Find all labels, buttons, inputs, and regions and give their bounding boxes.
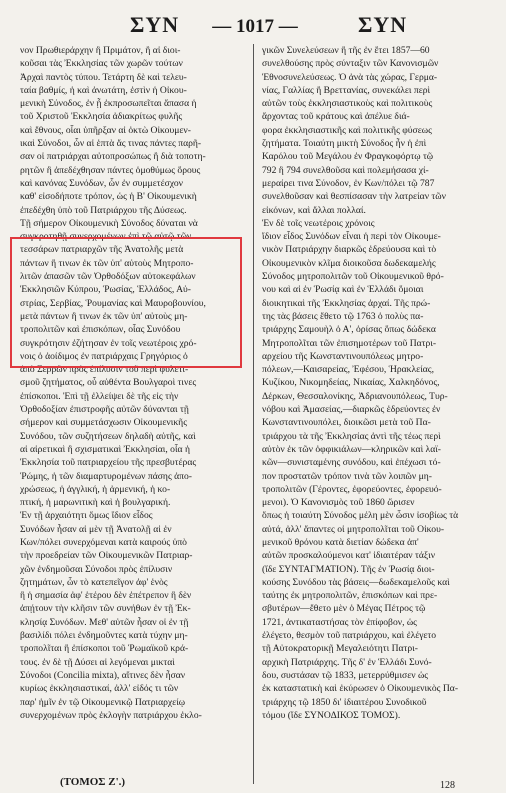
text-line: ἐλέγετο, θεσμὸν τοῦ πατριάρχου, καὶ ἐλέγετο [262,630,437,642]
text-line: βασιλίδι πόλει ἐνδημοῦντες κατὰ τύχην μη- [20,630,188,642]
text-line: Ῥώμης, ἡ τῶν διαμαρτυρομένων πάσης ἀπο- [20,470,192,482]
text-line: ἐπεδέχθη ὑπὸ τοῦ Πατριάρχου τῆς Δύσεως. [20,204,187,216]
text-line: σαν οἱ πατριάρχαι αὐτοπροσώπως ἢ διὰ τοποτη- [20,151,206,163]
text-line: Κυζίκου, Νικομηδείας, Νικαίας, Χαλκηδόνος, [262,377,440,389]
text-line: τροπολιτῶν καὶ ἐπισκόπων, οἷας Συνόδου [20,324,181,336]
text-line: μετὰ πάντων ἢ τινων ἐκ τῶν ὑπ' αὐτοὺς μη- [20,310,188,322]
signature-mark: 128 [440,780,455,791]
header-right-title: ΣΥΝ [358,12,408,37]
text-line: Οἰκουμενικὸν κλῖμα διοικοῦσα δωδεκαμελής [262,257,436,269]
text-line: ἀπὸ Σερρῶν πρὸς ἐπίλυσιν τοῦ περὶ φυλετι- [20,364,189,376]
text-line: χῶν ἐνδημοῦσαι Σύνοδοι πρὸς ἐπίλυσιν [20,563,173,575]
text-line: στρίας, Σερβίας, Ῥουμανίας καὶ Μαυροβουνίου, [20,297,206,309]
text-line: τροπολιτῶν (Γέροντες, ἐφορεύοντες, ἐφορευό- [262,483,442,495]
text-line: αὐτὸν ἐκ τῶν ὀφφικιάλων—κληρικῶν καὶ λαϊ- [262,443,442,455]
text-line: ζητημάτων, ὧν τὸ κατεπεῖγον ἀφ' ἑνὸς [20,576,168,588]
text-line: ἴδιον εἶδος Συνόδων εἶναι ἡ περὶ τὸν Οἰκουμε- [262,231,441,243]
text-line: τεσσάρων πατριαρχῶν τῆς Ἀνατολῆς μετὰ [20,244,184,256]
text-line: τριάρχου τὰ τῆς Ἐκκλησίας ἀντὶ τῆς τέως περὶ [262,430,441,442]
text-line: παρ' ἡμῖν ἐν τῷ Οἰκουμενικῷ Πατριαρχείῳ [20,696,186,708]
text-line: ζητήματα. Τοιαύτη μικτὴ Σύνοδος ἦν ἡ ἐπὶ [262,138,427,150]
text-line: ρητῶν ἢ ἀπεδέχθησαν πάντες ὁμοθύμως ὅρους [20,164,201,176]
text-line: τόμου (ἴδε ΣΥΝΟΔΙΚΟΣ ΤΟΜΟΣ). [262,709,401,721]
text-line: λιτῶν ἁπασῶν τῶν Ὀρθοδόξων αὐτοκεφάλων [20,271,196,283]
text-line: Καρόλου τοῦ Μεγάλου ἐν Φραγκοφόρτῳ τῷ [262,151,434,163]
text-line: αὐτῶν προσκαλούμενοι κατ' ἰδιαιτέραν τάξιν [262,550,436,562]
text-line: ὅπως ἡ τοιαύτη Σύνοδος μέλη μὲν ὦσιν ἰσοβίως τὰ [262,510,459,522]
text-line: νικὸν Πατριάρχην διαρκῶς ἑδρεύουσα καὶ τὸ [262,244,437,256]
text-line: Δέρκων, Θεσσαλονίκης, Ἀδριανουπόλεως, Τυρ- [262,390,448,402]
text-line: Ὀρθοδοξίαν ἐπιστροφῆς αὐτῶν δύνανται τῇ [20,404,189,416]
text-line: αὐτά, ἀλλ' ἅπαντες οἱ μητροπολῖται τοῦ Οἰκου- [262,523,445,535]
text-line: ἄρχοντας τοῦ κράτους καὶ ἀπέλυε διά- [262,111,410,123]
text-line: δου, συστάσαν τῷ 1833, μετερρύθμισεν ὡς [262,669,429,681]
text-line: τροπολῖται ἢ ἐπίσκοποι τοῦ Ῥωμαϊκοῦ κρά- [20,643,189,655]
text-line: τριάρχης τῷ 1850 δι' ἰδιαιτέρου Συνοδικοῦ [262,696,427,708]
text-line: πόλεων,—Καισαρείας, Ἐφέσου, Ἡρακλείας, [262,364,434,376]
page-header [0,12,506,40]
text-line: αρχικὴ Πατριάρχης. Τῆς δ' ἐν Ἑλλάδι Συνό- [262,656,432,668]
text-line: αρχείου τῆς Κωνσταντινουπόλεως μητρο- [262,350,424,362]
text-line: Μητροπολῖται τῶν ἐπισημοτέρων τοῦ Πατρι- [262,337,437,349]
text-line: συνερχομένων πρὸς ἐκλογὴν πατριάρχου ἐκλο- [20,709,202,721]
right-column [262,44,490,722]
text-line: συγκρότησιν ἐζήτησαν ἐν τοῖς νεωτέροις χρό- [20,337,197,349]
text-line: τῇ Αὐτοκρατορικῇ Μεγαλειότητι Πατρι- [262,643,418,655]
text-line: συνελθοῦσαν καὶ θεσπίσασαν τὴν λατρείαν τῶν [262,191,446,203]
text-line: Ἐκκλησιῶν Κύπρου, Ῥωσίας, Ἑλλάδος, Αὐ- [20,284,191,296]
text-line: σμοῦ ζητήματος, οὗ αὐθέντα Βουλγαροὶ τινες [20,377,197,389]
text-line: κούσης Συνόδου τὰς βάσεις—δωδεκαμελοῦς καὶ [262,576,450,588]
text-line: σήμερον καὶ συμμετάσχωσιν Οἰκουμενικῆς [20,417,188,429]
text-line: τριάρχης Σαμουὴλ ὁ Α', ὁρίσας ὅπως δώδεκα [262,324,436,336]
text-line: Συνόδου, τῶν συζητήσεων δηλαδὴ αὐτῆς, καὶ [20,430,196,442]
text-line: ἀπῄτουν τὴν κλῆσιν τῶν συνήθων ἐν τῇ Ἐκ- [20,603,191,615]
text-line: Ἐν δὲ τοῖς νεωτέροις χρόνοις [262,217,375,229]
text-line: σβυτέρων—ἔθετο μὲν ὁ Μέγας Πέτρος τῷ [262,603,426,615]
text-line: 1721, ἀντικαταστήσας τὸν ἐπίφοβον, ὡς [262,616,417,628]
text-line: Τῇ σήμερον Οἰκουμενικὴ Σύνοδος δύναται νὰ [20,217,198,229]
text-line: μεραίρει τινα Σύνοδον, ἐν Κων/πόλει τῷ 787 [262,177,435,189]
text-line: μενοι). Ὁ Κανονισμὸς τοῦ 1860 ὥρισεν [262,497,415,509]
text-line: τους. ἐν δὲ τῇ Δύσει αἱ λεγόμεναι μικταὶ [20,656,175,668]
text-line: (ἴδε ΣΥΝΤΑΓΜΑΤΙΟΝ). Τῆς ἐν Ῥωσίᾳ διοι- [262,563,435,575]
text-line: νοις ὁ ἀοίδιμος ἐν πατριάρχαις Γρηγόριος ὁ [20,350,188,362]
text-line: Ἐκκλησία τοῦ πατριαρχείου τῆς πρεσβυτέρας [20,457,197,469]
text-line: κλησίᾳ Συνόδων. Μεθ' αὐτῶν ἦσαν οἱ ἐν τῇ [20,616,189,628]
text-line: ἐκ καταστατικὴ καὶ ἐκύρωσεν ὁ Οἰκουμενικὸς Πα- [262,683,459,695]
text-line: Σύνοδος μητροπολιτῶν τοῦ Οἰκουμενικοῦ θρό- [262,271,444,283]
text-line: εἰκόνων, καὶ ἄλλαι πολλαί. [262,204,366,216]
text-line: φορα ἐκκλησιαστικῆς καὶ πολιτικῆς φύσεως [262,124,432,136]
text-line: συγκροτηθῇ συνερχομένων ἐπὶ τῷ αὐτῷ τῶν [20,231,192,243]
text-line: καθ' εἰσοδήποτε τρόπον, ὡς ἡ Β' Οἰκουμενικὴ [20,191,197,203]
text-line: Ἐθνοσυνελεύσεως. Ὁ ἀνὰ τὰς χώρας, Γερμα- [262,71,438,83]
text-line: της τὰς βάσεις ἔθετο τῷ 1763 ὁ πολὺς πα- [262,310,424,322]
text-line: αἱ αἱρετικαὶ ἢ σχισματικαὶ Ἐκκλησίαι, οἷα ἡ [20,443,190,455]
text-line: πτική, ἡ μαρωνιτικὴ καὶ ἡ βουλγαρική. [20,497,171,509]
text-line: Συνόδων ἦσαν αἱ μὲν τῇ Ἀνατολῇ αἱ ἐν [20,523,172,535]
text-line: τὴν προεδρείαν τῶν Οἰκουμενικῶν Πατριαρ- [20,550,193,562]
text-line: ἢ ἡ σημασία ἀφ' ἑτέρου δὲν ἐπέτρεπον ἢ δὲν [20,590,192,602]
text-line: Σύνοδοι (Concilia mixta), αἵτινες δὲν ἦσαν [20,669,186,681]
text-line: ταύτης ἐκ μητροπολιτῶν, ἐπισκόπων καὶ πρε- [262,590,438,602]
text-line: ταία βαθμίς, ἡ καὶ ἀνωτάτη, ἐστὶν ἡ Οἰκου- [20,84,187,96]
page-number: — 1017 — [212,16,298,37]
text-line: νίας, Γαλλίας ἢ Βρεττανίας, συνεκάλει περὶ [262,84,431,96]
text-line: πάντων ἢ τινων ἐκ τῶν ὑπ' αὐτοὺς Μητροπο- [20,257,194,269]
text-line: χρώσεως, ἡ ἀγγλική, ἡ ἀρμενική, ἡ κο- [20,483,171,495]
text-line: αὐτῶν τοὺς ἐκκλησιαστικοὺς καὶ πολιτικοὺς [262,98,433,110]
text-line: διοικητικαὶ τῆς Ἐκκλησίας ἀρχαί. Τῆς πρώ- [262,297,431,309]
text-line: ικαὶ Σύνοδοι, ὧν αἱ ἑπτὰ ἅς τινας πάντες παρῆ- [20,138,202,150]
text-line: γικῶν Συνελεύσεων ἢ τῆς ἐν ἔτει 1857—60 [262,45,430,56]
text-line: Κωνσταντινουπόλει, διοικῶσι μετὰ τοῦ Πα- [262,417,431,429]
header-left-title: ΣΥΝ [130,12,180,37]
text-line: Ἐν τῇ ἀρχαιότητι ὅμως ἴδιον εἶδος [20,510,153,522]
left-column [20,44,248,722]
text-line: τοῦ Χριστοῦ Ἐκκλησία ἀδιακρίτως φυλῆς [20,111,183,123]
text-line: κοῦσαι τὰς Ἐκκλησίας τῶν χωρῶν τούτων [20,58,183,70]
volume-label: (ΤΟΜΟΣ Ζ'.) [60,776,126,788]
highlight-box [10,237,242,368]
text-line: καὶ ἔθνους, οἷαι ὑπῆρξαν αἱ ὀκτὼ Οἰκουμεν- [20,124,191,136]
text-line: 792 ἢ 794 συνελθοῦσα καὶ πολεμήσασα χί- [262,164,429,176]
text-line: νου καὶ αἱ ἐν Ῥωσίᾳ καὶ ἐν Ἑλλάδι ὅμοιαι [262,284,424,296]
text-line: ἐπίσκοποι. Ἐπὶ τῇ ἐλλείψει δὲ τῆς εἰς τὴν [20,390,179,402]
text-line: Ἀρχαὶ παντὸς τύπου. Τετάρτη δὲ καὶ τελευ- [20,71,187,83]
text-line: πον προστατῶν τρόπον τινὰ τῶν λοιπῶν μη- [262,470,432,482]
text-line: μενικοῦ θρόνου κατὰ διετίαν δώδεκα ἀπ' [262,536,419,548]
text-line: καὶ κανόνας Συνόδων, ὧν ἐν συμμετέσχον [20,177,183,189]
text-line: κυρίως ἐκκλησιαστικαί, ἀλλ' εἰδός τι τῶν [20,683,179,695]
text-line: συνελθούσης πρὸς σύνταξιν τῶν Κανονισμῶν [262,58,439,70]
column-divider [253,44,254,784]
text-line: νον Πρωθιεράρχην ἢ Πριμάτον, ἢ αἱ διοι- [20,45,181,56]
text-line: μενικὴ Σύνοδος, ἐν ᾗ ἐκπροσωπεῖται ἅπασα ἡ [20,98,197,110]
text-line: νόβου καὶ Ἀμασείας,—διαρκῶς ἑδρεύοντες ἐν [262,404,441,416]
text-line: Κων/πόλει συνερχόμεναι κατὰ καιρούς ὑπὸ [20,536,187,548]
text-line: κῶν—συνισταμένης συνόδου, καὶ ἐπέχωσι τό- [262,457,441,469]
